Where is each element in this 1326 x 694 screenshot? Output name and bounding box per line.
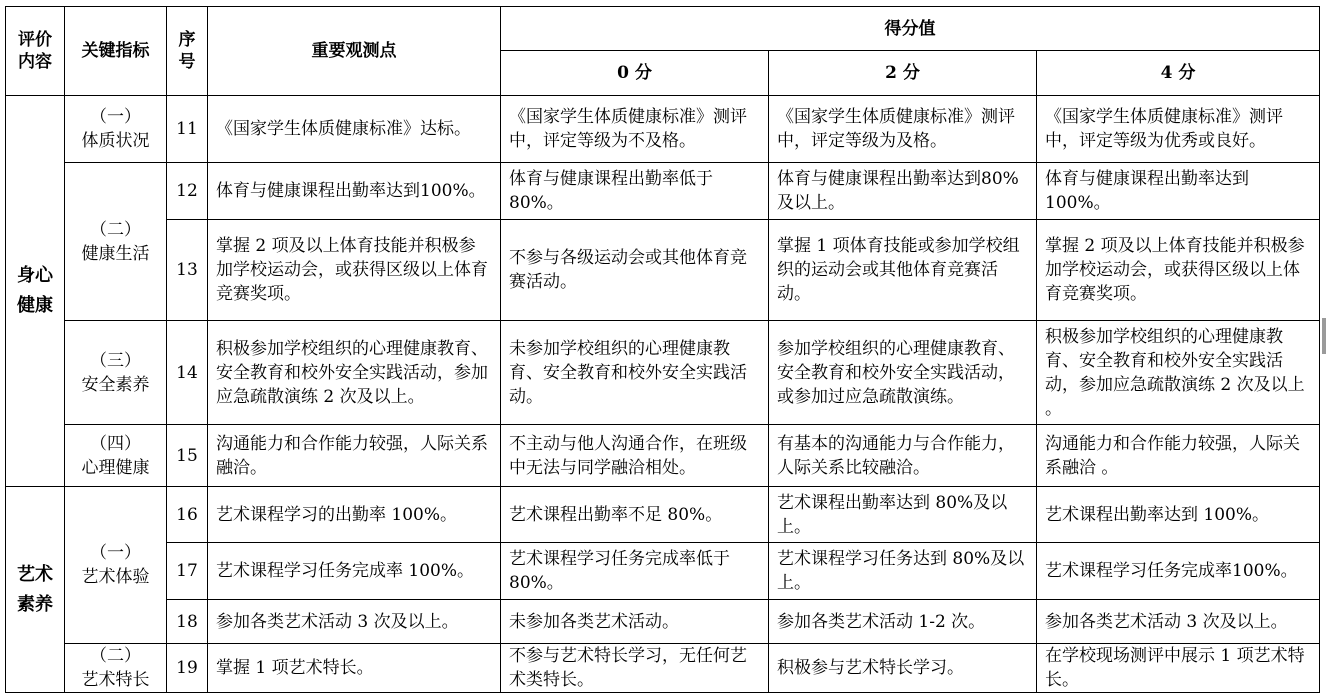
table-row [6,321,1320,425]
score-0-cell: 未参加各类艺术活动。 [501,600,769,644]
header-indicator: 关键指标 [65,7,167,96]
score-2-cell: 艺术课程出勤率达到 80%及以上。 [769,487,1037,543]
score-0-cell: 艺术课程学习任务完成率低于80%。 [501,543,769,600]
indicator-number: （三） [90,350,141,371]
observation-point: 掌握 1 项艺术特长。 [208,644,501,693]
score-2-cell: 参加各类艺术活动 1-2 次。 [769,600,1037,644]
row-number: 11 [167,96,208,163]
row-number: 16 [167,487,208,543]
score-2-cell: 参加学校组织的心理健康教育、安全教育和校外安全实践活动，或参加过应急疏散演练。 [769,321,1037,425]
score-4-cell: 参加各类艺术活动 3 次及以上。 [1037,600,1320,644]
score-0-cell: 未参加学校组织的心理健康教育、安全教育和校外安全实践活动。 [501,321,769,425]
score-4-cell: 《国家学生体质健康标准》测评中，评定等级为优秀或良好。 [1037,96,1320,163]
observation-point: 参加各类艺术活动 3 次及以上。 [208,600,501,644]
score-0-cell: 艺术课程出勤率不足 80%。 [501,487,769,543]
indicator-cell [65,487,167,644]
header-num: 序号 [167,7,208,96]
observation-point: 艺术课程学习任务完成率 100%。 [208,543,501,600]
table-row [6,220,1320,321]
header-category: 评价内容 [6,7,65,96]
score-4-cell: 沟通能力和合作能力较强，人际关系融洽 。 [1037,425,1320,487]
score-2-cell: 《国家学生体质健康标准》测评中，评定等级为及格。 [769,96,1037,163]
indicator-label: 艺术体验 [81,567,150,587]
indicator-number: （二） [90,219,141,240]
score-2-cell: 掌握 1 项体育技能或参加学校组织的运动会或其他体育竞赛活动。 [769,220,1037,321]
indicator-cell [65,96,167,163]
indicator-label: 体质状况 [81,131,150,151]
row-number: 18 [167,600,208,644]
indicator-cell [65,644,167,693]
table-row [6,487,1320,543]
table-row [6,600,1320,644]
header-score-4: 4 分 [1037,51,1320,96]
row-number: 15 [167,425,208,487]
table-row [6,163,1320,220]
score-2-cell: 积极参与艺术特长学习。 [769,644,1037,693]
score-2-cell: 有基本的沟通能力与合作能力，人际关系比较融洽。 [769,425,1037,487]
indicator-number: （二） [90,646,141,666]
row-number: 14 [167,321,208,425]
score-4-cell: 艺术课程学习任务完成率100%。 [1037,543,1320,600]
header-score-0: 0 分 [501,51,769,96]
observation-point: 掌握 2 项及以上体育技能并积极参加学校运动会，或获得区级以上体育竞赛奖项。 [208,220,501,321]
indicator-cell [65,321,167,425]
score-4-cell: 掌握 2 项及以上体育技能并积极参加学校运动会，或获得区级以上体育竞赛奖项。 [1037,220,1320,321]
indicator-label: 艺术特长 [81,670,150,690]
table-row [6,425,1320,487]
score-4-cell: 积极参加学校组织的心理健康教育、安全教育和校外安全实践活动，参加应急疏散演练 2 次及以上 。 [1037,321,1320,425]
category-cell: 艺术素养 [6,487,65,693]
score-4-cell: 艺术课程出勤率达到 100%。 [1037,487,1320,543]
header-score-group: 得分值 [501,7,1320,51]
indicator-label: 健康生活 [81,243,150,264]
score-4-cell: 在学校现场测评中展示 1 项艺术特长。 [1037,644,1320,693]
evaluation-table [5,6,1320,693]
score-0-cell: 不参与艺术特长学习，无任何艺术类特长。 [501,644,769,693]
score-0-cell: 体育与健康课程出勤率低于80%。 [501,163,769,220]
indicator-cell [65,425,167,487]
table-row [6,644,1320,693]
score-2-cell: 体育与健康课程出勤率达到80%及以上。 [769,163,1037,220]
score-0-cell: 不主动与他人沟通合作，在班级中无法与同学融洽相处。 [501,425,769,487]
row-number: 12 [167,163,208,220]
score-0-cell: 《国家学生体质健康标准》测评中，评定等级为不及格。 [501,96,769,163]
indicator-number: （一） [90,107,141,127]
scrollbar-thumb[interactable] [1322,318,1326,354]
indicator-label: 心理健康 [81,457,150,478]
observation-point: 体育与健康课程出勤率达到100%。 [208,163,501,220]
observation-point: 沟通能力和合作能力较强，人际关系融洽。 [208,425,501,487]
row-number: 13 [167,220,208,321]
indicator-number: （一） [90,543,141,563]
category-cell: 身心健康 [6,96,65,487]
header-point: 重要观测点 [208,7,501,96]
row-number: 19 [167,644,208,693]
score-2-cell: 艺术课程学习任务达到 80%及以上。 [769,543,1037,600]
observation-point: 积极参加学校组织的心理健康教育、安全教育和校外安全实践活动，参加应急疏散演练 2 次及以上。 [208,321,501,425]
score-4-cell: 体育与健康课程出勤率达到100%。 [1037,163,1320,220]
indicator-number: （四） [90,433,141,454]
indicator-label: 安全素养 [81,374,150,395]
table-row [6,543,1320,600]
header-score-2: 2 分 [769,51,1037,96]
score-0-cell: 不参与各级运动会或其他体育竞赛活动。 [501,220,769,321]
table-row [6,96,1320,163]
observation-point: 艺术课程学习的出勤率 100%。 [208,487,501,543]
observation-point: 《国家学生体质健康标准》达标。 [208,96,501,163]
indicator-cell [65,163,167,321]
row-number: 17 [167,543,208,600]
